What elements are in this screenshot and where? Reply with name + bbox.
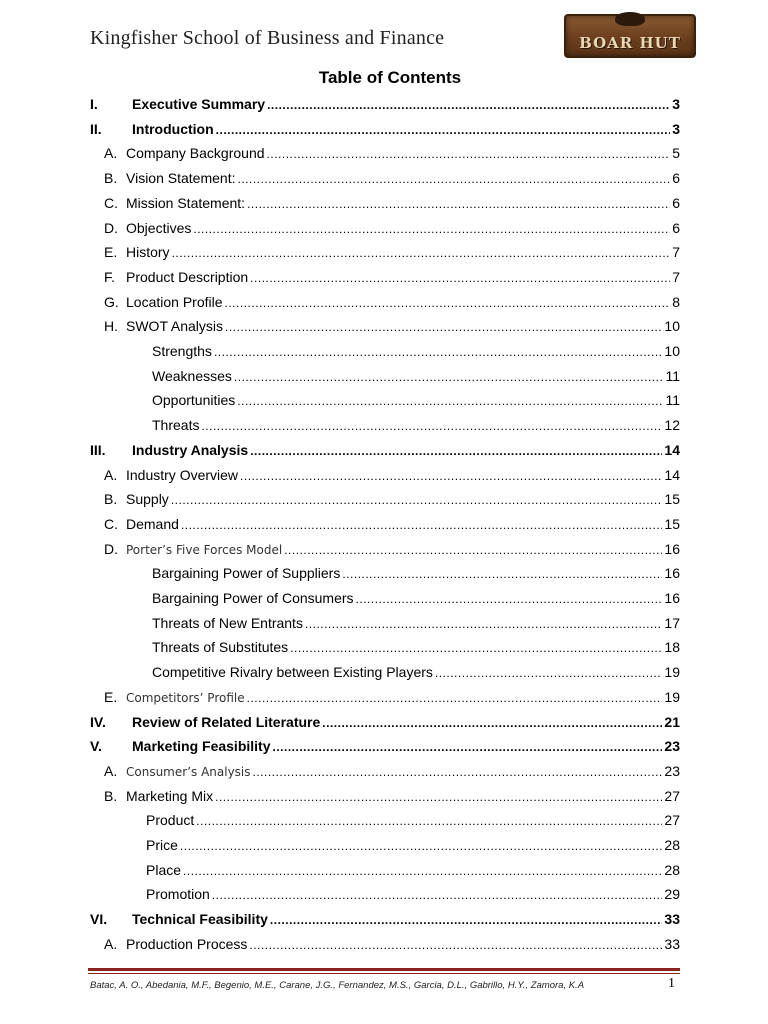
toc-entry-page: 14 — [664, 441, 680, 458]
toc-entry-title: Competitive Rivalry between Existing Players — [152, 664, 433, 681]
toc-entry-title: Company Background — [126, 145, 265, 162]
toc-entry-title: Demand — [126, 515, 179, 532]
toc-entry-marker: B. — [104, 491, 118, 508]
toc-entry — [152, 639, 680, 659]
toc-entry — [104, 689, 680, 709]
toc-entry-title: Promotion — [146, 886, 210, 903]
toc-entry — [104, 763, 680, 783]
dot-leader — [216, 123, 671, 137]
toc-entry-page: 17 — [664, 614, 680, 631]
dot-leader — [250, 444, 662, 458]
toc-entry-page: 6 — [672, 194, 680, 211]
toc-entry-title: Supply — [126, 491, 169, 508]
dot-leader — [322, 716, 662, 730]
toc-entry — [104, 170, 680, 190]
dot-leader — [290, 641, 662, 655]
toc-entry-page: 16 — [664, 590, 680, 606]
dot-leader — [234, 370, 664, 384]
toc-entry-page: 6 — [672, 219, 680, 236]
toc-entry-title: Strengths — [152, 343, 212, 359]
footer-rule — [88, 968, 680, 971]
toc-entry — [104, 467, 680, 487]
toc-entry — [146, 886, 680, 906]
boar-hut-logo — [564, 14, 696, 58]
toc-entry-marker: B. — [104, 170, 118, 187]
dot-leader — [247, 691, 663, 705]
toc-entry — [152, 417, 680, 437]
dot-leader — [225, 296, 671, 310]
dot-leader — [247, 197, 670, 211]
footer-authors: Batac, A. O., Abedania, M.F., Begenio, M.E., Carane, J.G., Fernandez, M.S., Garcia, D.L., Gabrillo, H.Y., Zamora, K.A — [90, 980, 585, 991]
toc-entry — [90, 121, 680, 141]
toc-entry-marker: F. — [104, 268, 115, 285]
dot-leader — [237, 172, 670, 186]
toc-entry-title: Price — [146, 837, 178, 853]
dot-leader — [180, 839, 663, 853]
toc-entry — [152, 343, 680, 363]
dot-leader — [172, 246, 671, 260]
toc-entry-title: Production Process — [126, 935, 248, 952]
toc-entry — [104, 318, 680, 338]
toc-entry-marker: H. — [104, 318, 118, 335]
toc-entry-title: Review of Related Literature — [132, 713, 321, 730]
toc-entry-page: 7 — [672, 268, 680, 285]
dot-leader — [196, 814, 662, 828]
toc-entry — [146, 862, 680, 882]
toc-entry-marker: III. — [90, 441, 106, 458]
dot-leader — [201, 419, 662, 433]
toc-entry-title: Product Description — [126, 268, 249, 285]
dot-leader — [171, 493, 663, 507]
toc-entry-title: SWOT Analysis — [126, 318, 223, 335]
toc-entry-page: 33 — [664, 911, 680, 928]
toc-entry — [90, 714, 680, 734]
toc-entry — [152, 392, 680, 412]
toc-entry-page: 11 — [665, 367, 680, 384]
toc-entry-title: Industry Overview — [126, 466, 239, 483]
toc-entry — [90, 442, 680, 462]
toc-entry-title: Industry Analysis — [132, 441, 249, 458]
toc-entry-title: Product — [146, 812, 195, 829]
toc-entry-page: 19 — [664, 664, 680, 681]
toc-entry-page: 27 — [664, 812, 680, 829]
toc-entry-title: Consumer’s Analysis — [126, 764, 251, 779]
toc-entry-page: 33 — [664, 935, 680, 952]
dot-leader — [284, 543, 662, 557]
toc-entry-page: 8 — [672, 293, 680, 310]
toc-entry-page: 14 — [664, 466, 680, 483]
toc-heading: Table of Contents — [318, 68, 462, 87]
toc-entry-page: 15 — [664, 515, 680, 532]
toc-entry-title: Threats of New Entrants — [152, 614, 303, 631]
footer-rule-thin — [88, 973, 680, 974]
dot-leader — [267, 147, 671, 161]
toc-entry-title: Threats of Substitutes — [152, 639, 289, 656]
toc-entry-page: 15 — [664, 491, 680, 508]
toc-entry-marker: C. — [104, 194, 118, 211]
toc-entry-title: Place — [146, 861, 182, 878]
toc-entry — [146, 837, 680, 857]
toc-entry-marker: G. — [104, 293, 119, 310]
toc-entry-page: 28 — [664, 837, 680, 853]
toc-entry-marker: A. — [104, 762, 118, 779]
toc-entry-marker: E. — [104, 244, 118, 261]
toc-entry-marker: A. — [104, 466, 118, 483]
toc-entry-marker: C. — [104, 515, 118, 532]
toc-entry — [90, 911, 680, 931]
toc-entry-page: 28 — [664, 861, 680, 878]
toc-entry-page: 16 — [664, 565, 680, 582]
toc-entry-page: 6 — [672, 170, 680, 187]
toc-entry — [104, 269, 680, 289]
toc-entry-title: Objectives — [126, 219, 192, 236]
toc-entry-title: Vision Statement: — [126, 170, 236, 187]
dot-leader — [181, 518, 663, 532]
toc-entry-marker: A. — [104, 935, 118, 952]
toc-entry-page: 23 — [664, 762, 680, 779]
toc-entry — [152, 368, 680, 388]
toc-entry-title: Opportunities — [152, 392, 236, 409]
dot-leader — [305, 617, 662, 631]
toc-entry — [152, 565, 680, 585]
toc-entry-page: 19 — [664, 688, 680, 705]
toc-entry — [104, 936, 680, 956]
toc-entry-page: 23 — [664, 738, 680, 755]
toc-entry-marker: V. — [90, 738, 102, 755]
toc-entry — [152, 590, 680, 610]
toc-entry-page: 3 — [672, 96, 680, 112]
toc-entry — [104, 244, 680, 264]
toc-entry-title: Location Profile — [126, 293, 223, 310]
toc-entry-title: Marketing Feasibility — [132, 738, 271, 755]
dot-leader — [250, 271, 670, 285]
dot-leader — [253, 765, 663, 779]
toc-entry-marker: E. — [104, 688, 118, 705]
toc-entry — [104, 145, 680, 165]
toc-entry — [146, 812, 680, 832]
dot-leader — [435, 666, 663, 680]
dot-leader — [249, 938, 662, 952]
toc-entry — [152, 664, 680, 684]
toc-entry-title: Executive Summary — [132, 96, 266, 112]
toc-entry-marker: D. — [104, 540, 118, 557]
toc-entry — [104, 491, 680, 511]
toc-entry-marker: VI. — [90, 911, 108, 928]
dot-leader — [183, 864, 662, 878]
dot-leader — [215, 790, 662, 804]
boar-icon — [615, 12, 645, 26]
toc-entry-title: Marketing Mix — [126, 787, 214, 804]
toc-entry — [90, 738, 680, 758]
toc-entry — [104, 516, 680, 536]
toc-entry — [90, 96, 680, 116]
toc-entry-page: 11 — [665, 392, 680, 409]
toc-entry-marker: IV. — [90, 713, 106, 730]
toc-entry — [152, 615, 680, 635]
toc-entry-page: 10 — [664, 343, 680, 359]
toc-entry-title: Mission Statement: — [126, 194, 246, 211]
toc-entry-page: 3 — [672, 120, 680, 137]
logo-text: BOAR HUT — [579, 34, 681, 52]
toc-entry — [104, 788, 680, 808]
toc-entry-title: Technical Feasibility — [132, 911, 268, 928]
toc-entry-page: 7 — [672, 244, 680, 261]
dot-leader — [212, 888, 663, 902]
toc-entry-title: Introduction — [132, 120, 214, 137]
toc-entry-title: Bargaining Power of Consumers — [152, 590, 354, 606]
toc-entry-page: 21 — [664, 713, 680, 730]
dot-leader — [342, 567, 662, 581]
dot-leader — [356, 592, 663, 606]
toc-entry-page: 10 — [664, 318, 680, 335]
toc-entry — [104, 294, 680, 314]
toc-entry-page: 18 — [664, 639, 680, 656]
toc-entry-page: 12 — [664, 417, 680, 434]
toc-entry — [104, 220, 680, 240]
toc-entry-page: 27 — [664, 787, 680, 804]
toc-entry-marker: II. — [90, 120, 102, 137]
toc-entry-page: 5 — [672, 145, 680, 162]
toc-entry-marker: D. — [104, 219, 118, 236]
toc-entry-marker: I. — [90, 96, 98, 112]
toc-entry-title: Bargaining Power of Suppliers — [152, 565, 341, 582]
toc-entry — [104, 195, 680, 215]
dot-leader — [267, 98, 670, 112]
dot-leader — [240, 469, 662, 483]
toc-entry-title: Competitors’ Profile — [126, 690, 245, 705]
toc-entry-title: Threats — [152, 417, 200, 434]
toc-entry-page: 16 — [664, 540, 680, 557]
dot-leader — [237, 394, 663, 408]
toc-entry-marker: A. — [104, 145, 118, 162]
toc-entry-title: Weaknesses — [152, 367, 232, 384]
toc-entry-title: History — [126, 244, 170, 261]
page-number: 1 — [668, 976, 675, 991]
toc-entry-page: 29 — [664, 886, 680, 903]
dot-leader — [225, 320, 662, 334]
toc-entry-marker: B. — [104, 787, 118, 804]
school-name: Kingfisher School of Business and Finance — [90, 27, 445, 49]
toc-entry-title: Porter’s Five Forces Model — [126, 542, 283, 557]
dot-leader — [193, 222, 670, 236]
toc-entry — [104, 541, 680, 561]
dot-leader — [270, 913, 663, 927]
dot-leader — [272, 740, 662, 754]
dot-leader — [214, 345, 662, 359]
